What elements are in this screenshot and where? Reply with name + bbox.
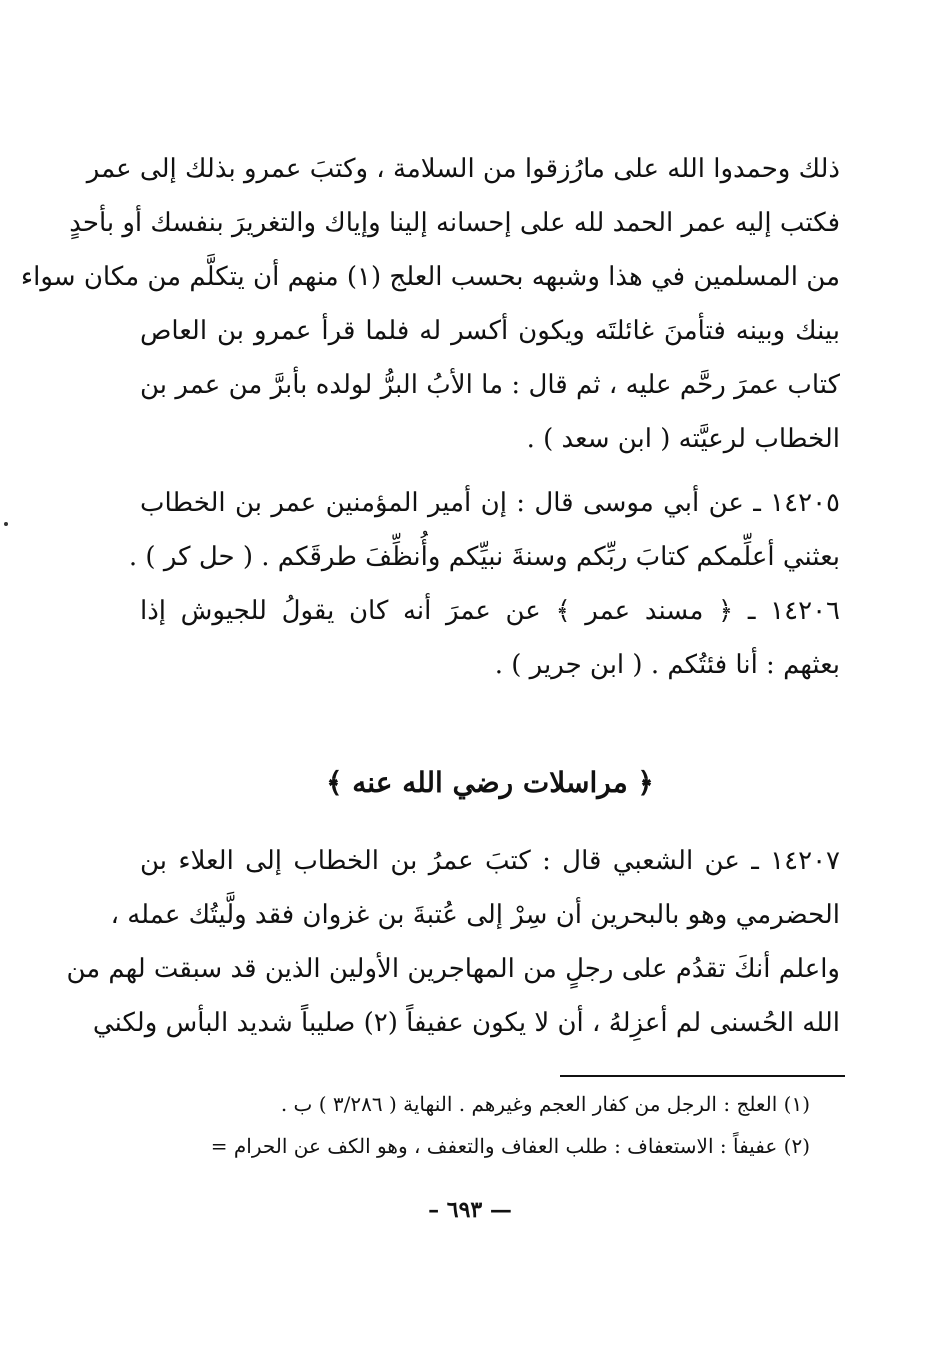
hadith-14205-line: بعثني أعلِّمكم كتابَ ربِّكم وسنةَ نبيِّكم وأُنظِّفَ طرقَكم . ( حل كر ) . [128, 542, 840, 572]
hadith-14206-line: ١٤٢٠٦ ـ ﴿ مسند عمر ﴾ عن عمرَ أنه كان يقولُ للجيوش إذا [140, 596, 840, 626]
hadith-14207-line: ١٤٢٠٧ ـ عن الشعبي قال : كتبَ عمرُ بن الخطاب إلى العلاء بن [140, 846, 840, 876]
hadith-14207-line: الحضرمي وهو بالبحرين أن سِرْ إلى عُتبةَ بن غزوان فقد ولَّيتُك عمله ، [110, 900, 840, 930]
text-line: فكتب إليه عمر الحمد لله على إحسانه إلينا وإياك والتغريرَ بنفسك أو بأحدٍ [69, 208, 840, 238]
main-text-block-2 [66, 834, 840, 1050]
footnotes [160, 1083, 810, 1167]
scan-speck [4, 522, 8, 526]
hadith-14207-line: الله الحُسنى لم أعزِلهُ ، أن لا يكون عفيفاً (٢) صليباً شديد البأس ولكني [92, 1008, 840, 1038]
text-line: ذلك وحمدوا الله على مارُزقوا من السلامة ، وكتبَ عمرو بذلك إلى عمر [86, 154, 840, 184]
footnote-divider [560, 1075, 845, 1077]
main-text-block [20, 142, 840, 692]
hadith-14206-line: بعثهم : أنا فئتُكم . ( ابن جرير ) . [494, 650, 840, 680]
footnote-1: (١) العلج : الرجل من كفار العجم وغيرهم . النهاية ( ٣/٢٨٦ ) ب . [280, 1092, 810, 1116]
hadith-14207-line: واعلم أنكَ تقدُم على رجلٍ من المهاجرين الأولين الذين قد سبقت لهم من [66, 954, 840, 984]
text-line: من المسلمين في هذا وشبهه بحسب العلج (١) منهم أن يتكلَّم من مكان سواء [20, 262, 840, 292]
hadith-14205-line: ١٤٢٠٥ ـ عن أبي موسى قال : إن أمير المؤمنين عمر بن الخطاب [140, 488, 840, 518]
paragraph-gap [140, 466, 840, 476]
footnote-2: (٢) عفيفاً : الاستعفاف : طلب العفاف والتعفف ، وهو الكف عن الحرام = [210, 1134, 810, 1158]
text-line: كتاب عمرَ رحَّم عليه ، ثم قال : ما الأبُ البرُّ لولده بأبرَّ من عمر بن [140, 370, 840, 400]
page-number: — ٦٩٣ – [428, 1197, 512, 1223]
text-line: بينك وبينه فتأمنَ غائلتَه ويكون أكسر له فلما قرأ عمرو بن العاص [140, 316, 840, 346]
text-line: الخطاب لرعيَّته ( ابن سعد ) . [526, 424, 840, 454]
section-heading: ﴿ مراسلات رضي الله عنه ﴾ [326, 766, 654, 799]
